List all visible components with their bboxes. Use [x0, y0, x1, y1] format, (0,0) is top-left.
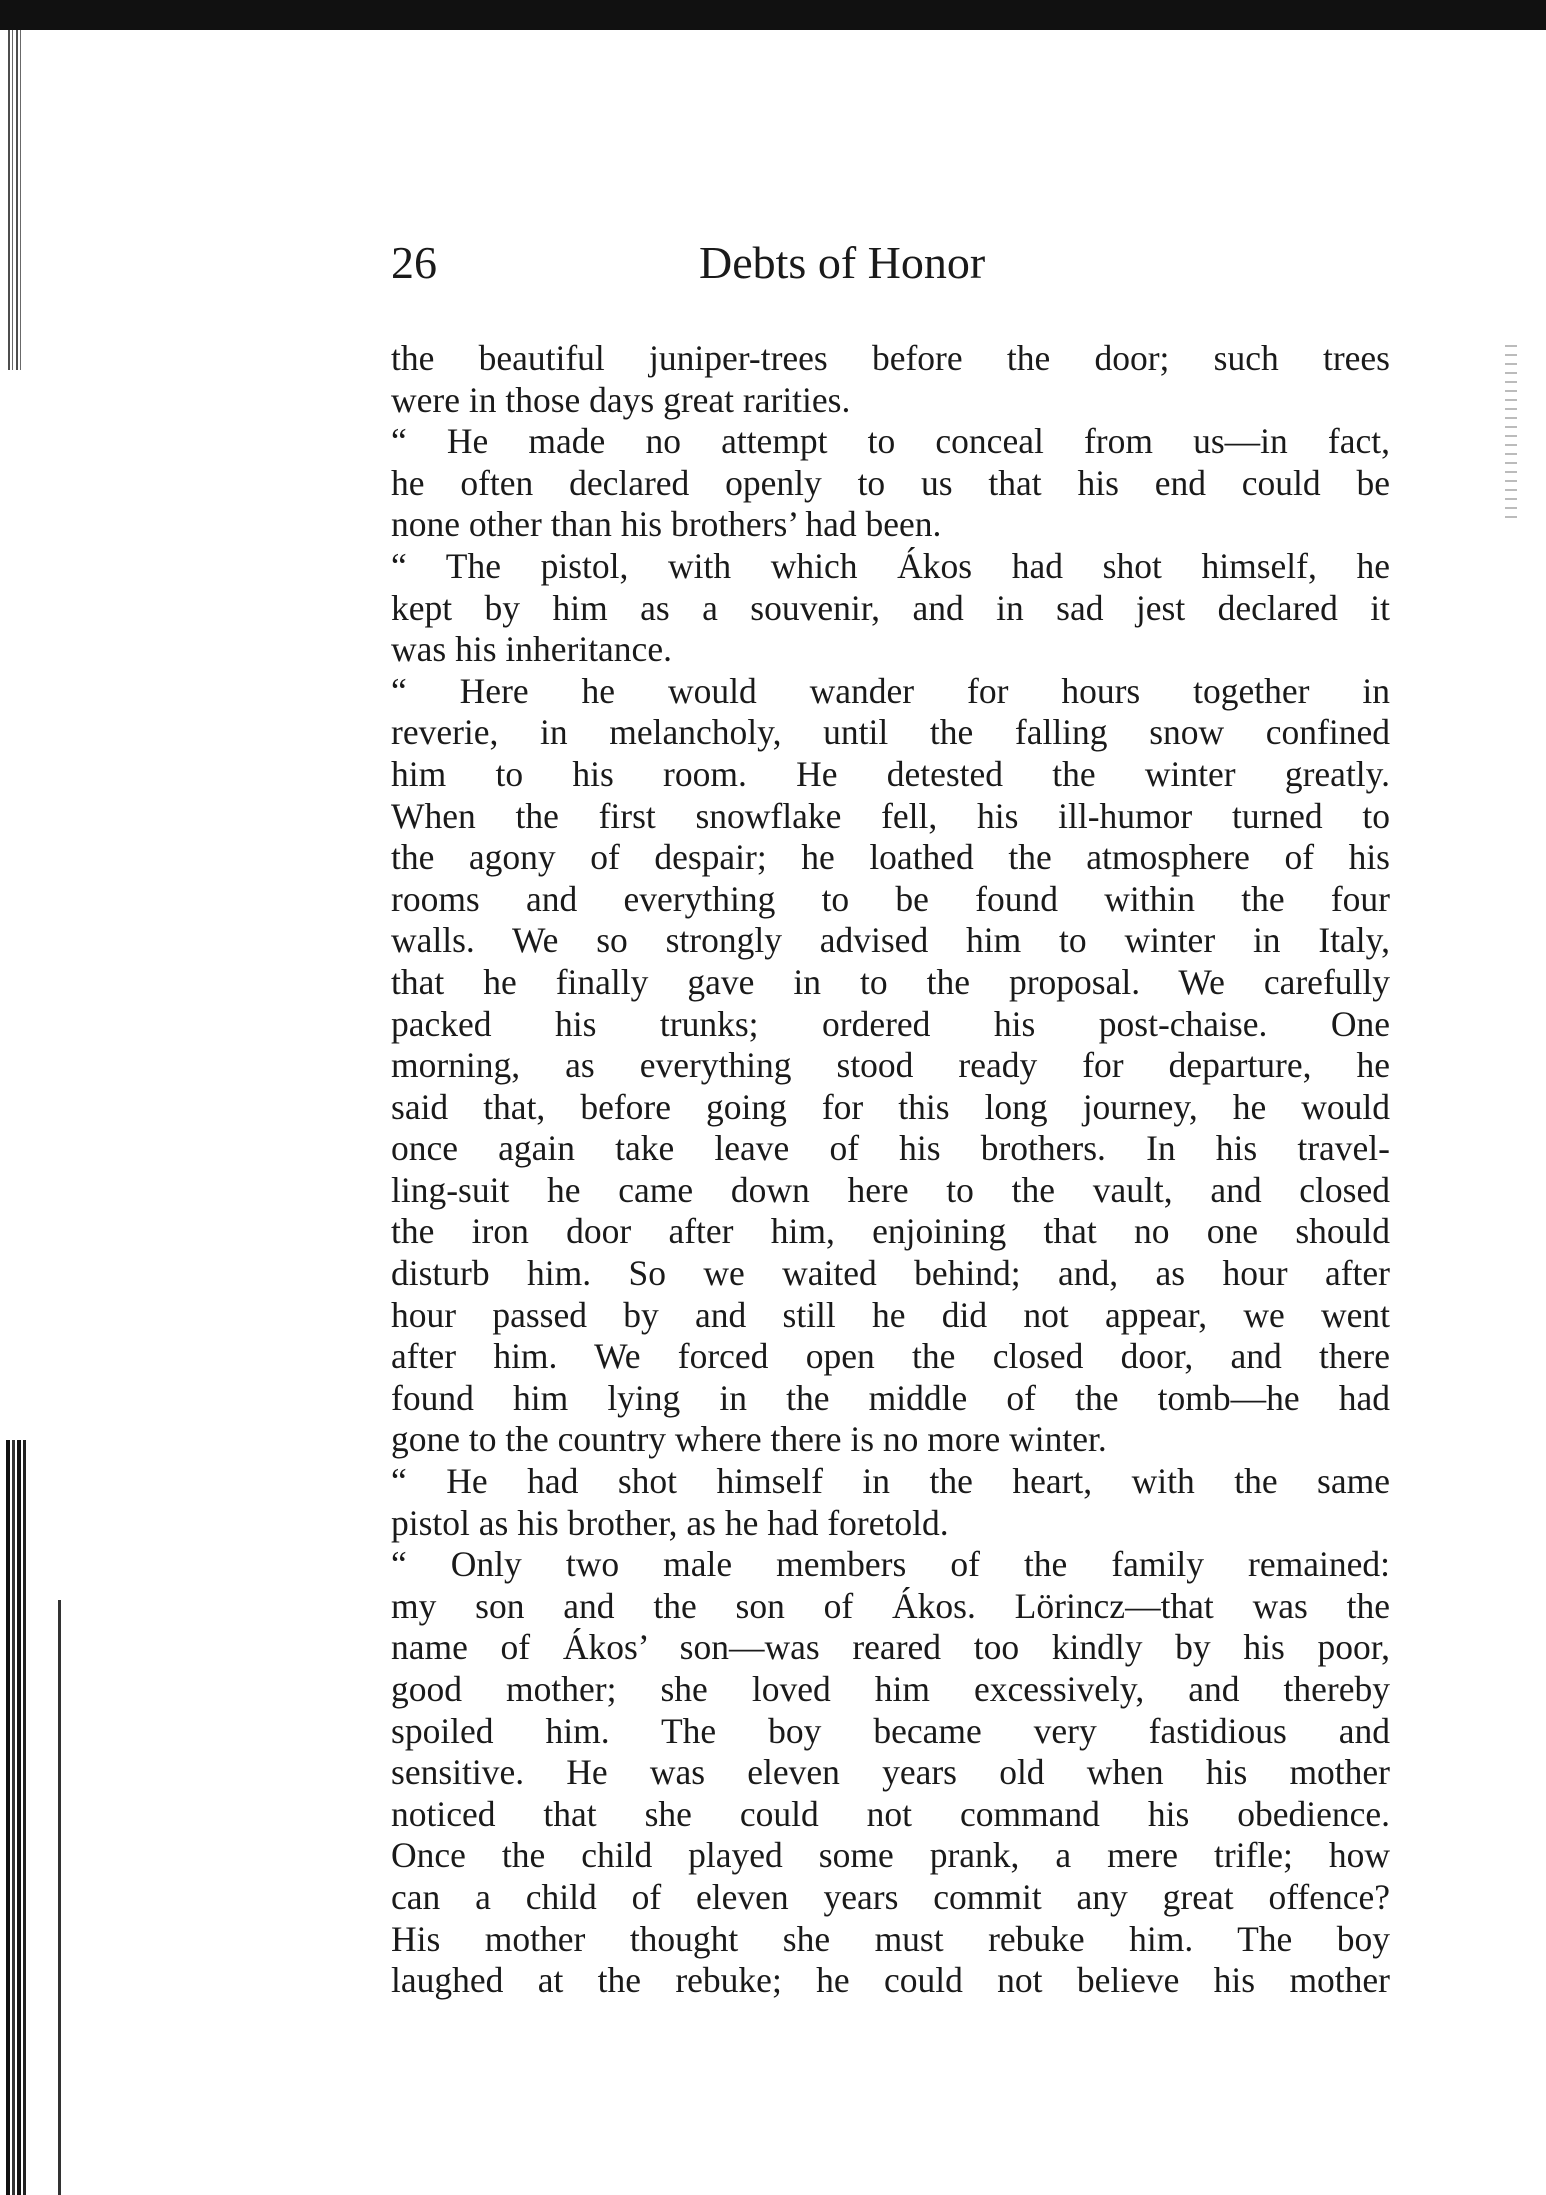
text-line: was his inheritance.	[391, 629, 672, 670]
text-line: His mother thought she must rebuke him. The boy	[391, 1918, 1390, 1959]
text-line: name of Ákos’ son—was reared too kindly by his poor,	[391, 1627, 1390, 1668]
text-line: the agony of despair; he loathed the atmosphere of his	[391, 837, 1390, 878]
text-line: packed his trunks; ordered his post-chaise. One	[391, 1003, 1390, 1044]
scan-binding-edge-bottom	[6, 1440, 32, 2195]
text-line: the iron door after him, enjoining that no one should	[391, 1211, 1390, 1252]
text-line: disturb him. So we waited behind; and, as hour after	[391, 1253, 1390, 1294]
text-line: Once the child played some prank, a mere trifle; how	[391, 1835, 1390, 1876]
text-line: my son and the son of Ákos. Lörincz—that was the	[391, 1585, 1390, 1626]
text-line: morning, as everything stood ready for departure, he	[391, 1045, 1390, 1086]
text-line: said that, before going for this long journey, he would	[391, 1086, 1390, 1127]
scan-binding-line	[58, 1600, 61, 2195]
scan-margin-smudge	[1505, 345, 1517, 525]
text-line: “ Only two male members of the family remained:	[391, 1544, 1390, 1585]
text-line: noticed that she could not command his obedience.	[391, 1793, 1390, 1834]
text-line: good mother; she loved him excessively, and thereby	[391, 1669, 1390, 1709]
body-text	[391, 338, 1390, 2002]
text-line: kept by him as a souvenir, and in sad jest declared it	[391, 587, 1390, 628]
text-line: he often declared openly to us that his end could be	[391, 462, 1390, 503]
text-line: that he finally gave in to the proposal. We carefully	[391, 961, 1390, 1002]
text-line: spoiled him. The boy became very fastidious and	[391, 1710, 1390, 1751]
text-line: can a child of eleven years commit any great offence?	[391, 1876, 1390, 1917]
text-line: sensitive. He was eleven years old when his mother	[391, 1752, 1390, 1793]
text-line: were in those days great rarities.	[391, 379, 851, 420]
scan-binding-edge-top	[8, 30, 22, 370]
text-line: him to his room. He detested the winter greatly.	[391, 753, 1390, 794]
text-line: pistol as his brother, as he had foretold.	[391, 1502, 949, 1543]
text-line: found him lying in the middle of the tomb—he had	[391, 1377, 1390, 1418]
text-line: ling-suit he came down here to the vault, and closed	[391, 1169, 1390, 1210]
text-line: laughed at the rebuke; he could not believe his mother	[391, 1960, 1390, 2001]
text-line: none other than his brothers’ had been.	[391, 504, 942, 545]
text-line: once again take leave of his brothers. In his travel-	[391, 1128, 1390, 1169]
text-line: reverie, in melancholy, until the falling snow confined	[391, 712, 1390, 753]
page-number: 26	[391, 237, 437, 288]
text-line: “ Here he would wander for hours together in	[391, 670, 1390, 711]
text-line: When the first snowflake fell, his ill-humor turned to	[391, 795, 1390, 836]
text-line: after him. We forced open the closed door, and there	[391, 1336, 1390, 1377]
text-line: “ The pistol, with which Ákos had shot himself, he	[391, 545, 1390, 586]
text-line: the beautiful juniper-trees before the door; such trees	[391, 338, 1390, 378]
page-header	[391, 228, 1391, 298]
text-line: hour passed by and still he did not appear, we went	[391, 1294, 1390, 1335]
text-line: rooms and everything to be found within the four	[391, 878, 1390, 919]
text-line: gone to the country where there is no more winter.	[391, 1419, 1107, 1460]
scan-top-border	[0, 0, 1546, 30]
text-line: walls. We so strongly advised him to winter in Italy,	[391, 920, 1390, 961]
text-line: “ He made no attempt to conceal from us—in fact,	[391, 421, 1390, 462]
running-title: Debts of Honor	[699, 237, 986, 288]
text-line: “ He had shot himself in the heart, with the same	[391, 1461, 1390, 1502]
